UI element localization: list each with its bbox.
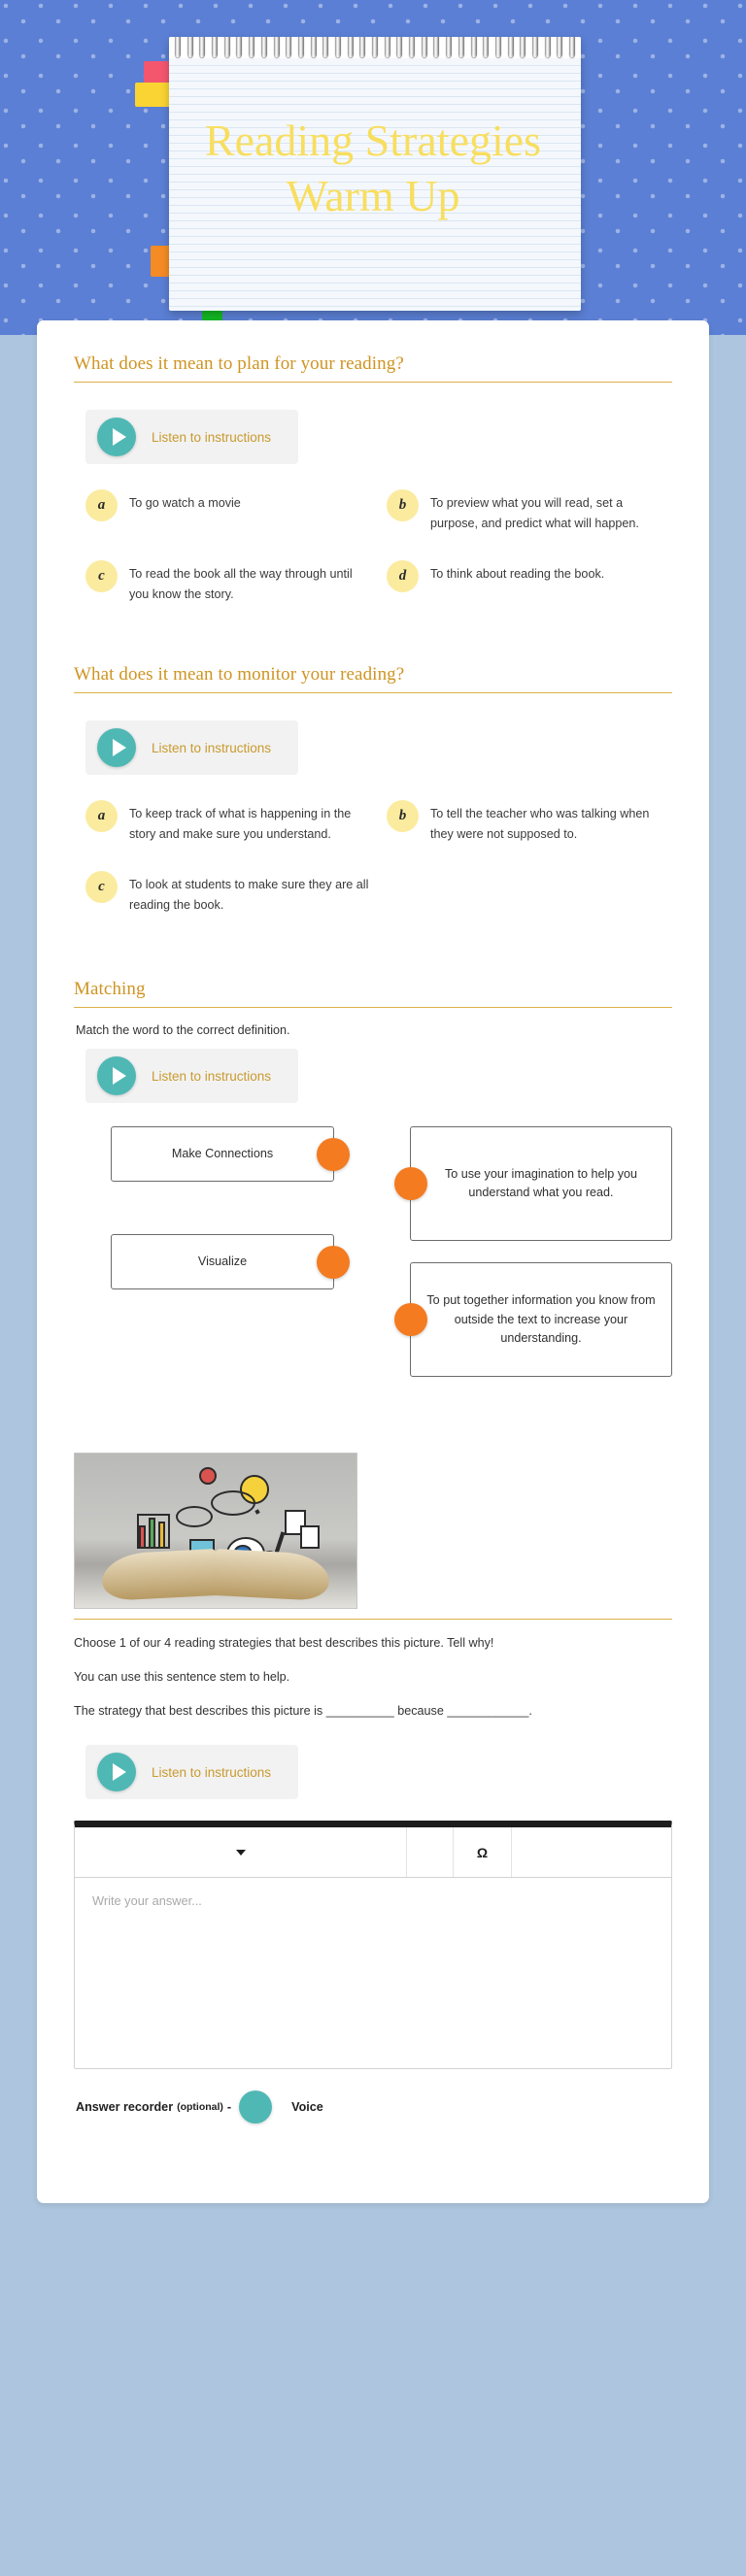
matching-definition-box[interactable] xyxy=(410,1262,672,1377)
divider xyxy=(74,692,672,693)
matching-connector-dot[interactable] xyxy=(394,1167,427,1200)
notebook-tab-orange xyxy=(151,246,171,277)
special-character-button[interactable]: Ω xyxy=(454,1827,512,1877)
option-text: To think about reading the book. xyxy=(430,567,605,582)
notebook-tab-yellow xyxy=(135,83,171,107)
question-section-monitor xyxy=(74,664,672,932)
option-letter-badge: b xyxy=(387,800,419,832)
option-text: To go watch a movie xyxy=(129,496,241,510)
picture-prompt-line-3: The strategy that best describes this picture is __________ because ____________. xyxy=(74,1704,532,1719)
matching-definition-label: To put together information you know from outside the text to increase your understanding. xyxy=(426,1293,656,1345)
matching-section xyxy=(74,979,672,1398)
answer-recorder-optional: (optional) xyxy=(177,2101,223,2114)
matching-instruction: Match the word to the correct definition. xyxy=(76,1023,290,1038)
notebook-graphic xyxy=(169,37,581,311)
picture-prompt-line-1: Choose 1 of our 4 reading strategies that best describes this picture. Tell why! xyxy=(74,1636,494,1651)
option-text: To read the book all the way through until you know the story. xyxy=(129,567,353,601)
picture-prompt-line-2: You can use this sentence stem to help. xyxy=(74,1670,290,1685)
matching-term-label: Visualize xyxy=(197,1255,248,1269)
answer-options xyxy=(85,480,672,621)
listen-to-instructions-button[interactable] xyxy=(85,410,298,464)
toolbar-empty-area xyxy=(512,1827,671,1877)
play-icon[interactable] xyxy=(97,1056,136,1095)
text-style-dropdown[interactable] xyxy=(75,1827,407,1877)
option-text: To look at students to make sure they are all reading the book. xyxy=(129,878,369,912)
editor-toolbar xyxy=(75,1827,671,1878)
divider xyxy=(74,1619,672,1620)
answer-options xyxy=(85,790,672,932)
chevron-down-icon xyxy=(236,1850,246,1856)
matching-connector-dot[interactable] xyxy=(394,1303,427,1336)
open-book-imagination-image xyxy=(74,1453,357,1609)
listen-to-instructions-button[interactable] xyxy=(85,720,298,775)
option-letter-badge: c xyxy=(85,560,118,592)
answer-textarea[interactable]: Write your answer... xyxy=(92,1893,202,1909)
option-text: To tell the teacher who was talking when they were not supposed to. xyxy=(430,807,650,841)
answer-option[interactable] xyxy=(85,861,371,932)
answer-option[interactable] xyxy=(85,790,371,861)
question-section-plan xyxy=(74,353,672,621)
option-text: To preview what you will read, set a purpose, and predict what will happen. xyxy=(430,496,639,530)
answer-option[interactable] xyxy=(85,551,371,621)
question-title: What does it mean to monitor your reading? xyxy=(74,664,405,686)
answer-option[interactable] xyxy=(85,480,371,551)
listen-label: Listen to instructions xyxy=(152,1764,272,1780)
header-banner xyxy=(0,0,746,335)
section-title: Matching xyxy=(74,979,146,1000)
answer-option[interactable] xyxy=(387,790,672,861)
matching-term-box[interactable] xyxy=(111,1234,334,1289)
option-letter-badge: a xyxy=(85,800,118,832)
listen-label: Listen to instructions xyxy=(152,429,272,445)
option-letter-badge: d xyxy=(387,560,419,592)
notebook-spiral-binding xyxy=(169,37,581,59)
matching-connector-dot[interactable] xyxy=(317,1138,350,1171)
play-icon[interactable] xyxy=(97,1753,136,1791)
listen-to-instructions-button[interactable] xyxy=(85,1745,298,1799)
option-letter-badge: a xyxy=(85,489,118,521)
listen-label: Listen to instructions xyxy=(152,1068,272,1084)
option-text: To keep track of what is happening in the story and make sure you understand. xyxy=(129,807,352,841)
question-title: What does it mean to plan for your reading? xyxy=(74,353,404,374)
matching-definitions-column xyxy=(410,1126,672,1398)
divider xyxy=(74,382,672,383)
rich-text-editor xyxy=(74,1821,672,2069)
answer-option[interactable] xyxy=(387,480,672,551)
notebook-tab-pink xyxy=(144,61,169,83)
answer-option[interactable] xyxy=(387,551,672,621)
matching-grid xyxy=(111,1126,672,1398)
matching-term-label: Make Connections xyxy=(171,1147,274,1161)
option-letter-badge: c xyxy=(85,871,118,903)
picture-wrapper xyxy=(74,1453,672,1620)
listen-label: Listen to instructions xyxy=(152,740,272,755)
worksheet-card xyxy=(37,320,709,2203)
matching-definition-box[interactable] xyxy=(410,1126,672,1241)
option-letter-badge: b xyxy=(387,489,419,521)
voice-label: Voice xyxy=(291,2100,323,2115)
matching-connector-dot[interactable] xyxy=(317,1246,350,1279)
picture-prompt-section xyxy=(74,1453,672,2124)
matching-term-box[interactable] xyxy=(111,1126,334,1182)
listen-to-instructions-button[interactable] xyxy=(85,1049,298,1103)
answer-recorder-label: Answer recorder xyxy=(76,2100,174,2115)
divider xyxy=(74,1007,672,1008)
answer-recorder-row xyxy=(74,2091,672,2124)
matching-definition-label: To use your imagination to help you understand what you read. xyxy=(444,1166,638,1200)
record-voice-button[interactable] xyxy=(239,2091,272,2124)
page-title: Reading Strategies Warm Up xyxy=(204,116,542,221)
toolbar-spacer xyxy=(407,1827,454,1877)
play-icon[interactable] xyxy=(97,418,136,456)
matching-terms-column xyxy=(111,1126,334,1398)
play-icon[interactable] xyxy=(97,728,136,767)
answer-recorder-dash: - xyxy=(226,2100,232,2115)
